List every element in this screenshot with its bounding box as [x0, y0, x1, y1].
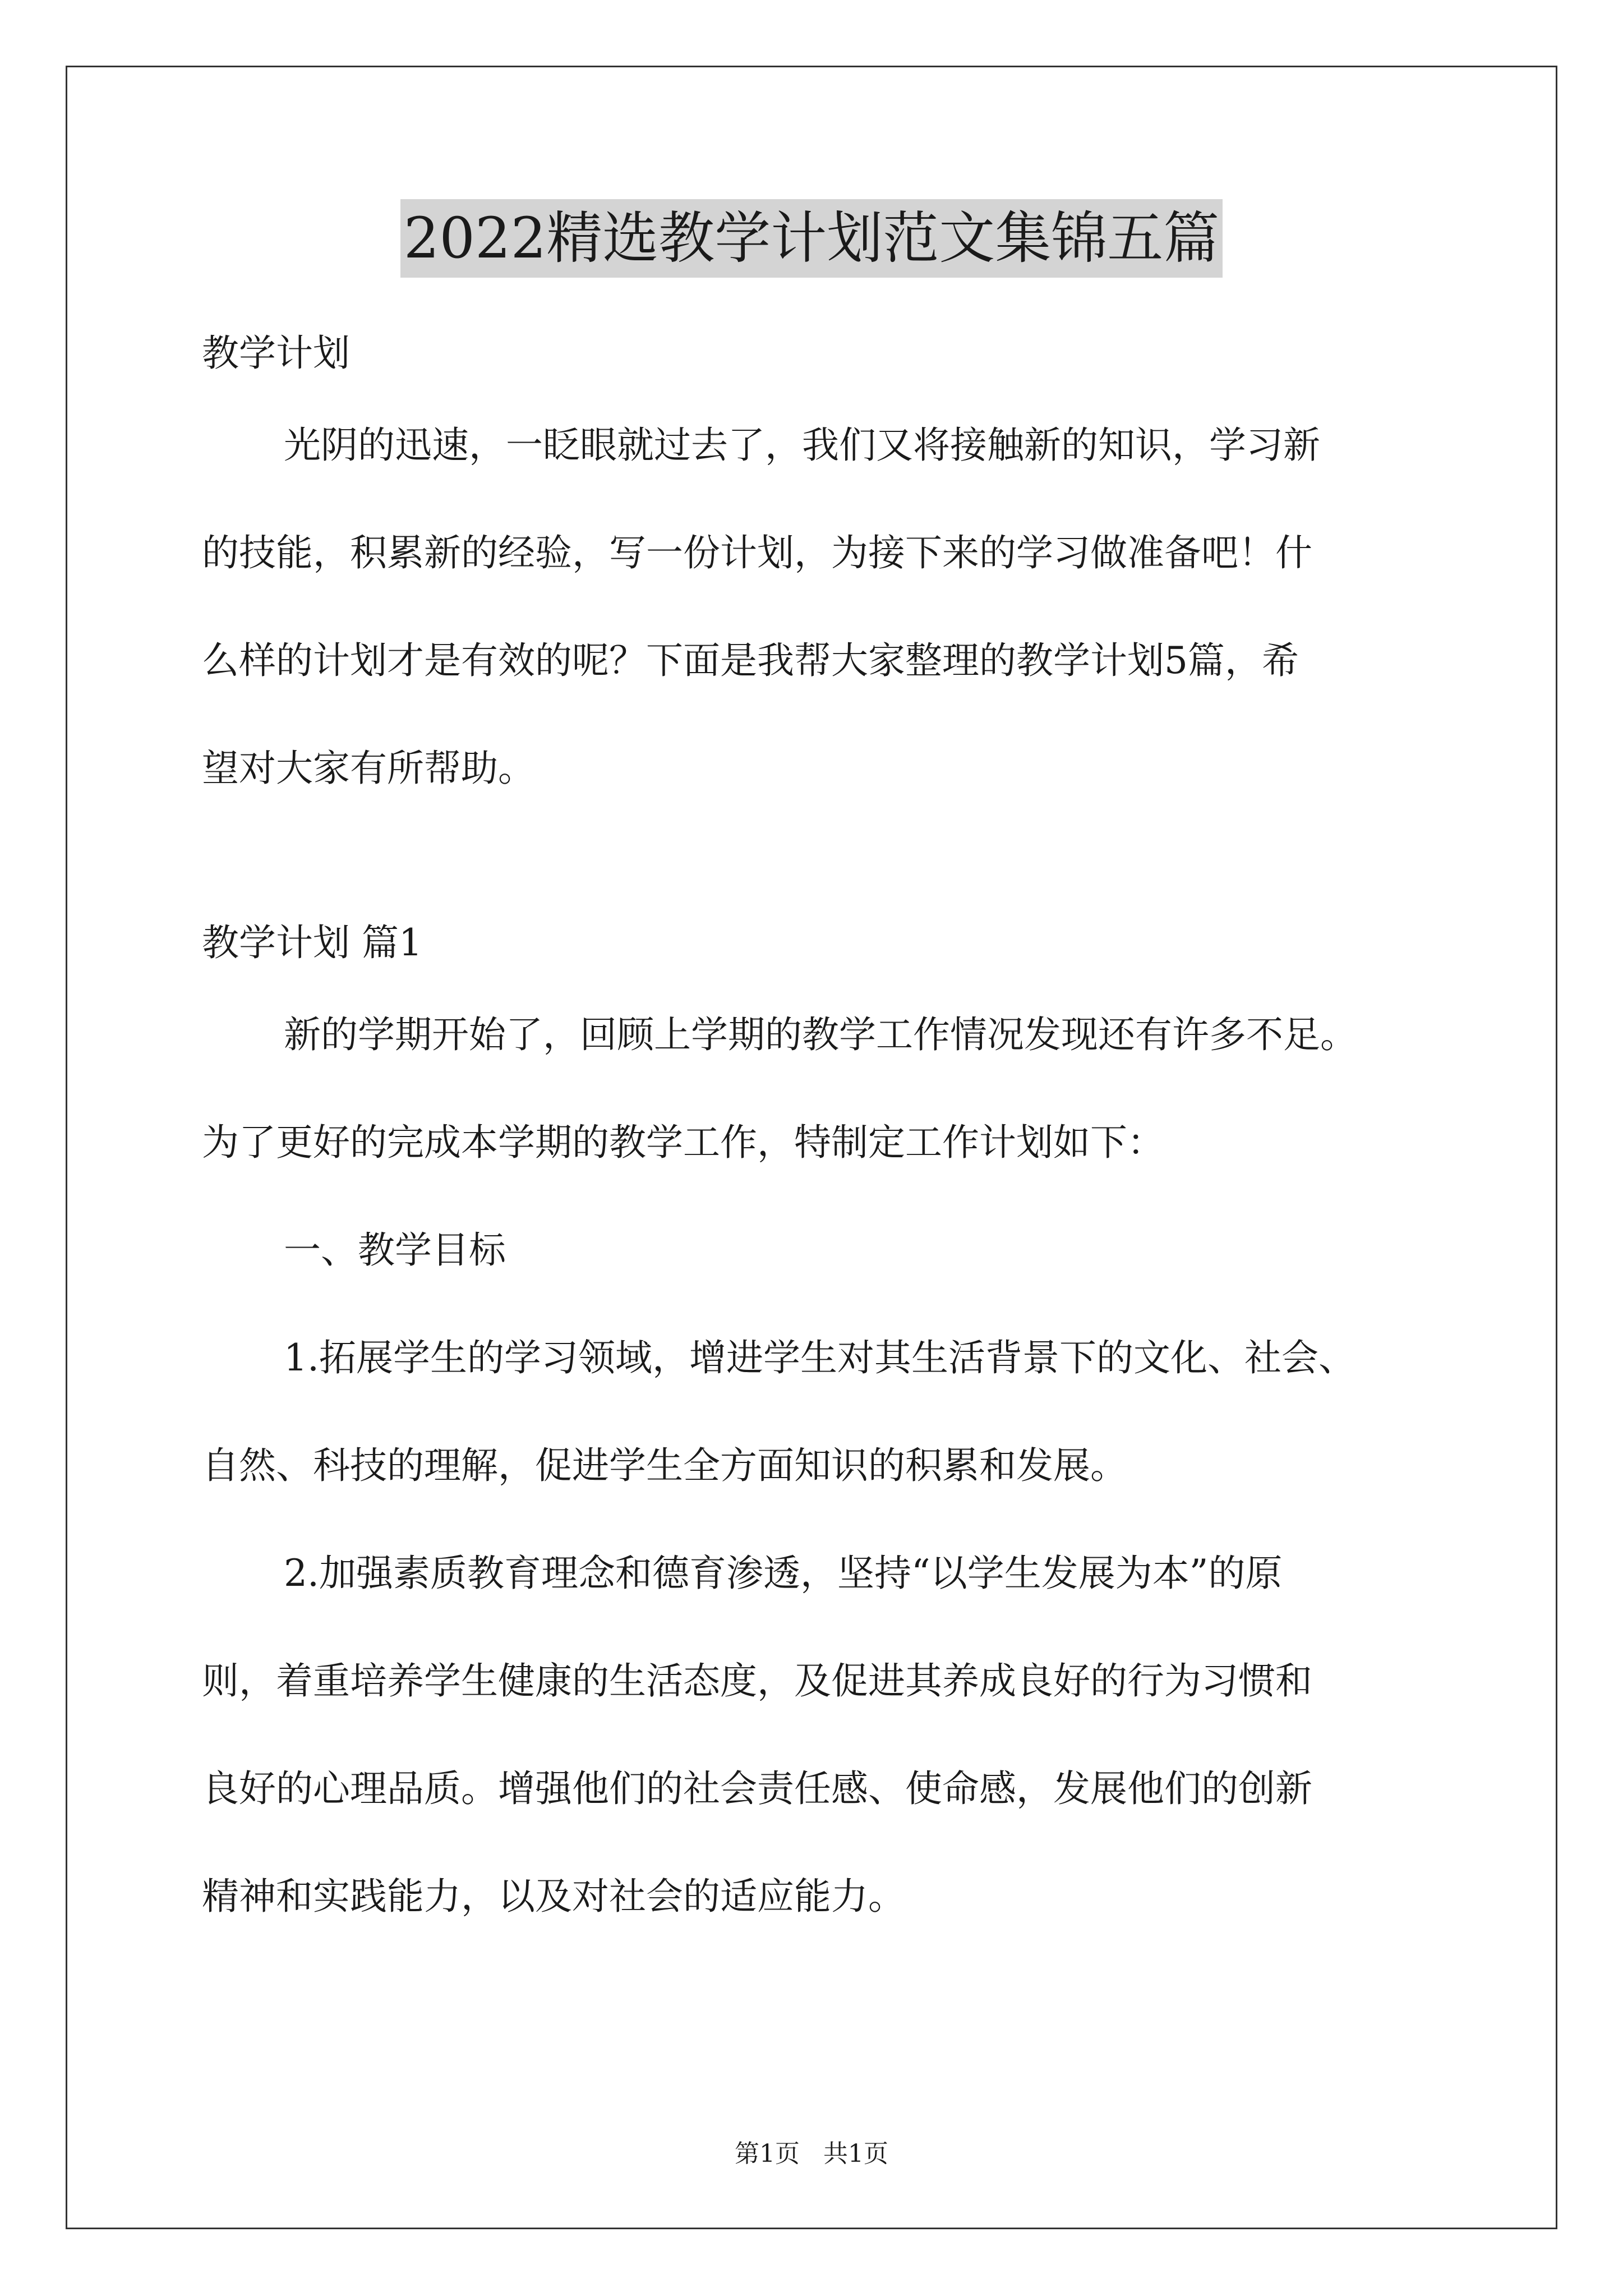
intro-heading: 教学计划 [202, 332, 350, 375]
document-title: 2022精选教学计划范文集锦五篇 [400, 199, 1223, 278]
intro-paragraph [202, 392, 1436, 822]
goal-item-1-line: 自然、科技的理解，促进学生全方面知识的积累和发展。 [202, 1444, 1127, 1487]
goal-item-2-line: 2.加强素质教育理念和德育渗透，坚持“以学生发展为本”的原 [284, 1552, 1283, 1595]
section-1-line: 为了更好的完成本学期的教学工作，特制定工作计划如下： [202, 1121, 1164, 1164]
goal-item-1-line: 1.拓展学生的学习领域，增进学生对其生活背景下的文化、社会、 [284, 1336, 1355, 1379]
section-1-paragraph [202, 981, 1436, 1950]
page-number-footer: 第1页 共1页 [735, 2139, 888, 2168]
title-container [0, 199, 1623, 278]
goal-item-2-line: 则，着重培养学生健康的生活态度，及促进其养成良好的行为习惯和 [202, 1659, 1312, 1703]
intro-line: 光阴的迅速，一眨眼就过去了，我们又将接触新的知识，学习新 [284, 424, 1320, 467]
goal-item-2-line: 精神和实践能力，以及对社会的适应能力。 [202, 1875, 905, 1918]
intro-line: 望对大家有所帮助。 [202, 747, 535, 790]
document-body [202, 303, 1436, 1950]
section-spacer [202, 822, 1436, 915]
goal-item-2-line: 良好的心理品质。增强他们的社会责任感、使命感，发展他们的创新 [202, 1767, 1312, 1810]
intro-line: 么样的计划才是有效的呢？下面是我帮大家整理的教学计划5篇，希 [202, 639, 1299, 682]
teaching-goals-subheading: 一、教学目标 [284, 1228, 506, 1272]
section-1-heading: 教学计划 篇1 [202, 921, 422, 964]
section-1-line: 新的学期开始了，回顾上学期的教学工作情况发现还有许多不足。 [284, 1013, 1357, 1056]
intro-line: 的技能，积累新的经验，写一份计划，为接下来的学习做准备吧！什 [202, 531, 1312, 574]
